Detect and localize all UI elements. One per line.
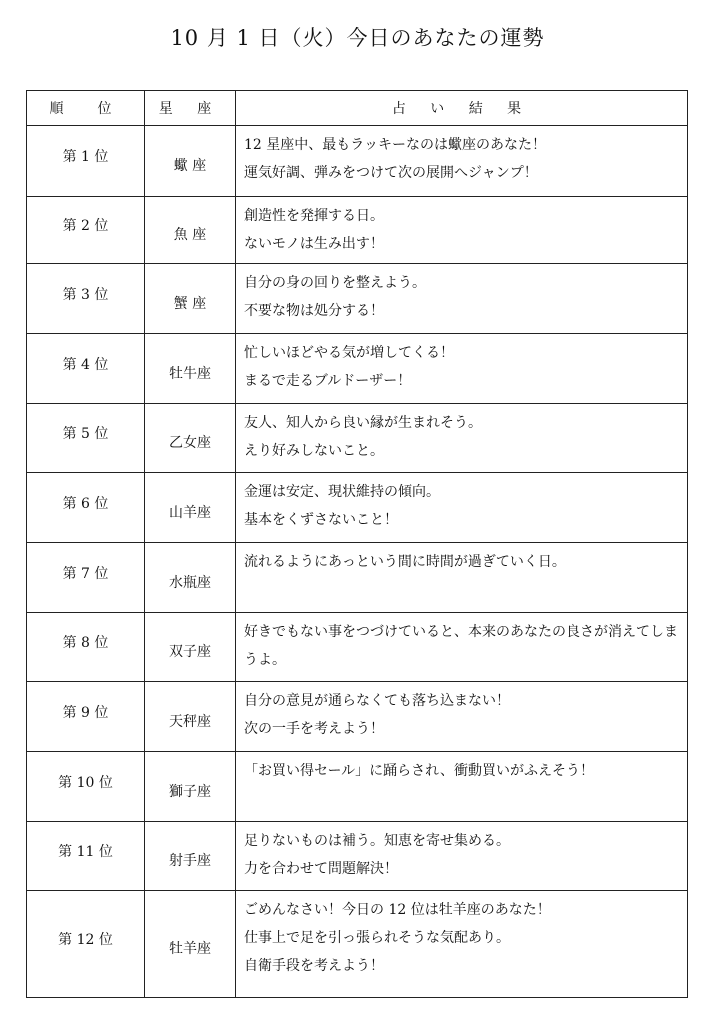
fortune-result-cell	[236, 613, 688, 682]
fortune-text-line: まるで走るブルドーザー！	[244, 373, 412, 389]
zodiac-sign-cell	[145, 334, 236, 404]
zodiac-sign-cell	[145, 891, 236, 998]
zodiac-sign-label: 蠍 座	[173, 158, 207, 174]
fortune-result-cell	[236, 126, 688, 197]
fortune-text-line: 運気好調、弾みをつけて次の展開へジャンプ！	[244, 165, 538, 181]
rank-cell	[27, 752, 145, 822]
rank-label: 第 5 位	[62, 426, 109, 442]
zodiac-sign-cell	[145, 264, 236, 334]
fortune-result-cell	[236, 543, 688, 613]
fortune-text-line: ないモノは生み出す！	[244, 236, 384, 252]
zodiac-sign-label: 獅子座	[169, 783, 211, 800]
zodiac-sign-cell	[145, 822, 236, 891]
rank-label: 第 4 位	[62, 356, 109, 373]
header-rank: 順 位	[27, 91, 145, 126]
table-header-row	[27, 91, 688, 126]
zodiac-sign-cell	[145, 682, 236, 752]
rank-cell	[27, 613, 145, 682]
zodiac-sign-cell	[145, 473, 236, 543]
fortune-text-line: 「お買い得セール」に踊らされ、衝動買いがふえそう！	[244, 763, 594, 779]
fortune-text-line: 創造性を発揮する日。	[244, 208, 384, 224]
table-row	[27, 822, 688, 891]
zodiac-sign-cell	[145, 543, 236, 613]
table-body	[27, 126, 688, 998]
fortune-text-line: えり好みしないこと。	[244, 443, 384, 459]
horoscope-ranking-table	[26, 90, 688, 998]
fortune-text-line: 忙しいほどやる気が増してくる！	[244, 345, 454, 361]
fortune-text-line: 好きでもない事をつづけていると、本来のあなたの良さが消えてしまうよ。	[244, 624, 678, 668]
fortune-text-line: 仕事上で足を引っ張られそうな気配あり。	[244, 930, 510, 946]
table-row	[27, 264, 688, 334]
fortune-result-cell	[236, 891, 688, 998]
zodiac-sign-label: 射手座	[169, 853, 211, 869]
rank-cell	[27, 197, 145, 264]
fortune-text-line: 力を合わせて問題解決！	[244, 861, 398, 877]
rank-cell	[27, 126, 145, 197]
rank-cell	[27, 404, 145, 473]
fortune-result-cell	[236, 197, 688, 264]
zodiac-sign-cell	[145, 404, 236, 473]
zodiac-sign-label: 牡羊座	[169, 941, 211, 957]
rank-label: 第 8 位	[62, 635, 109, 651]
rank-label: 第 11 位	[58, 844, 113, 860]
zodiac-sign-label: 山羊座	[169, 504, 211, 521]
table-row	[27, 543, 688, 613]
zodiac-sign-cell	[145, 126, 236, 197]
fortune-result-cell	[236, 682, 688, 752]
table-row	[27, 752, 688, 822]
header-sign: 星 座	[145, 91, 236, 126]
zodiac-sign-label: 蟹 座	[173, 295, 207, 312]
rank-label: 第 1 位	[62, 149, 109, 165]
zodiac-sign-cell	[145, 197, 236, 264]
fortune-result-cell	[236, 334, 688, 404]
rank-cell	[27, 264, 145, 334]
rank-label: 第 10 位	[58, 774, 113, 791]
fortune-text-line: 自衛手段を考えよう！	[244, 958, 384, 974]
fortune-text-line: 自分の意見が通らなくても落ち込まない！	[244, 693, 510, 709]
rank-label: 第 12 位	[58, 932, 113, 948]
rank-label: 第 7 位	[62, 565, 109, 582]
rank-label: 第 6 位	[62, 495, 109, 512]
table-row	[27, 682, 688, 752]
zodiac-sign-label: 乙女座	[169, 435, 211, 451]
fortune-text-line: 流れるようにあっという間に時間が過ぎていく日。	[244, 554, 566, 570]
fortune-text-line: 金運は安定、現状維持の傾向。	[244, 484, 440, 500]
table-row	[27, 334, 688, 404]
rank-cell	[27, 891, 145, 998]
page-title: 10 月 1 日（火）今日のあなたの運勢	[170, 26, 545, 50]
zodiac-sign-label: 牡牛座	[169, 365, 211, 382]
rank-cell	[27, 473, 145, 543]
fortune-text-line: 友人、知人から良い縁が生まれそう。	[244, 415, 482, 431]
table-row	[27, 126, 688, 197]
table-row	[27, 613, 688, 682]
fortune-result-cell	[236, 473, 688, 543]
header-result: 占 い 結 果	[236, 91, 688, 126]
rank-label: 第 9 位	[62, 704, 109, 721]
fortune-text-line: 基本をくずさないこと！	[244, 512, 398, 528]
zodiac-sign-cell	[145, 752, 236, 822]
fortune-result-cell	[236, 752, 688, 822]
zodiac-sign-label: 双子座	[169, 644, 211, 660]
fortune-text-line: 足りないものは補う。知恵を寄せ集める。	[244, 833, 510, 849]
table-row	[27, 891, 688, 998]
rank-cell	[27, 334, 145, 404]
fortune-text-line: ごめんなさい！今日の 12 位は牡羊座のあなた！	[244, 902, 551, 918]
rank-label: 第 2 位	[62, 218, 109, 234]
zodiac-sign-label: 天秤座	[169, 713, 211, 730]
fortune-text-line: 12 星座中、最もラッキーなのは蠍座のあなた！	[244, 137, 546, 153]
rank-label: 第 3 位	[62, 286, 109, 303]
table-row	[27, 404, 688, 473]
fortune-text-line: 次の一手を考えよう！	[244, 721, 384, 737]
zodiac-sign-label: 魚 座	[173, 227, 207, 243]
zodiac-sign-cell	[145, 613, 236, 682]
fortune-result-cell	[236, 264, 688, 334]
rank-cell	[27, 822, 145, 891]
rank-cell	[27, 682, 145, 752]
zodiac-sign-label: 水瓶座	[169, 574, 211, 591]
table-row	[27, 473, 688, 543]
table-row	[27, 197, 688, 264]
fortune-result-cell	[236, 822, 688, 891]
rank-cell	[27, 543, 145, 613]
fortune-result-cell	[236, 404, 688, 473]
fortune-text-line: 自分の身の回りを整えよう。	[244, 275, 426, 291]
fortune-text-line: 不要な物は処分する！	[244, 303, 384, 319]
